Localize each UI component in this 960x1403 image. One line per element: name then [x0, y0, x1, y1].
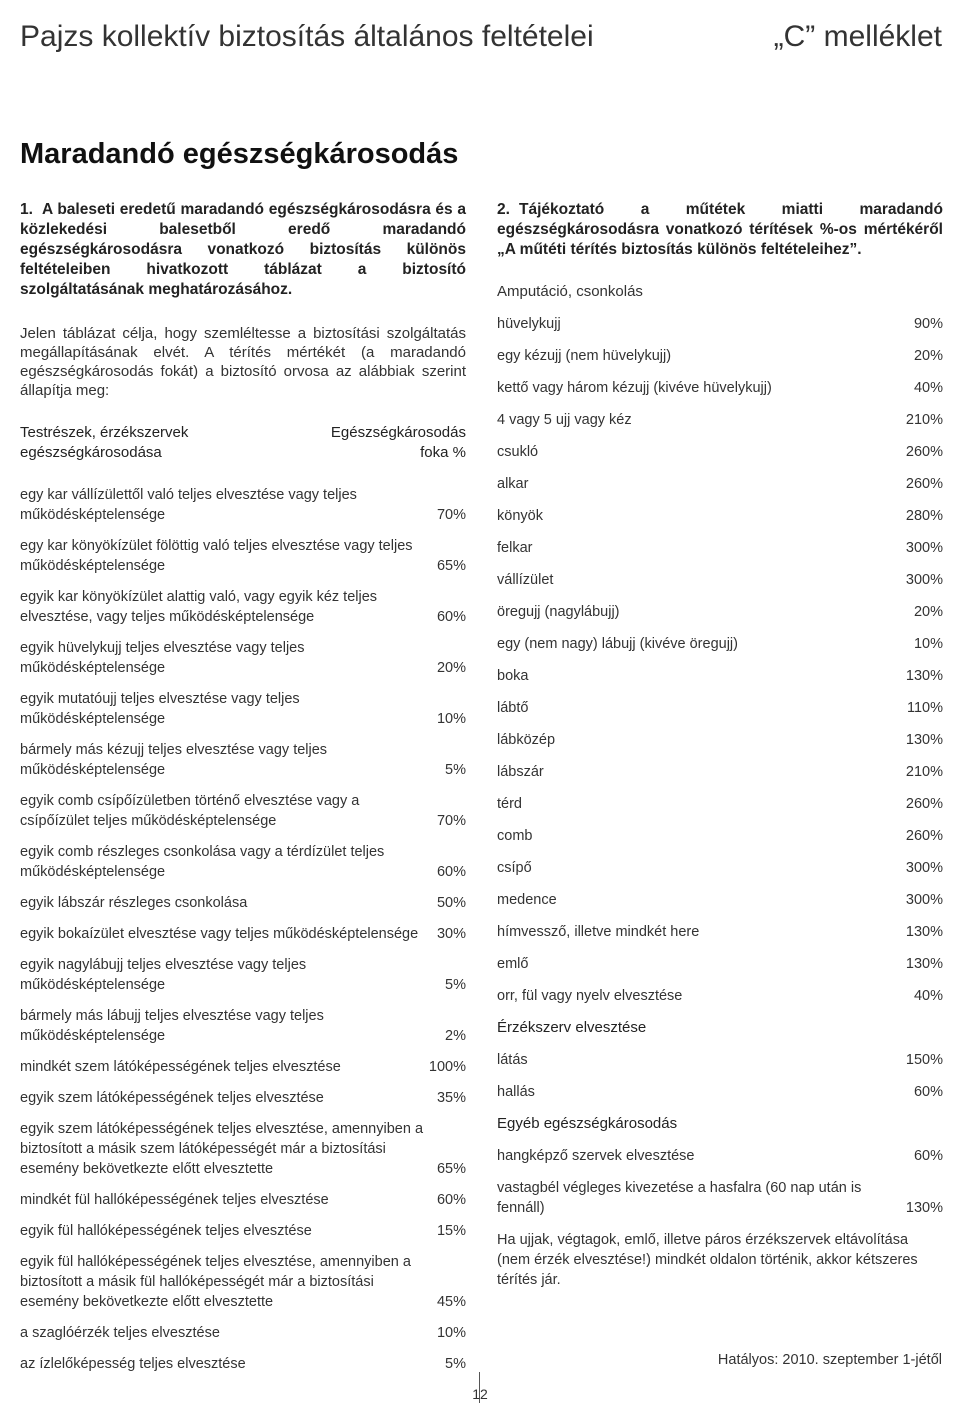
effective-date: Hatályos: 2010. szeptember 1-jétől — [717, 1352, 942, 1368]
section-2 — [497, 200, 943, 1290]
item-label: öregujj (nagylábujj) — [497, 604, 620, 620]
table-row — [20, 955, 466, 995]
list-item — [497, 1050, 943, 1082]
item-percentage: 260% — [905, 828, 943, 844]
row-description: egy kar könyökízület fölöttig való teljes elvesztése vagy teljes működésképtelensége — [20, 538, 413, 574]
list-item — [497, 1178, 943, 1218]
item-label: felkar — [497, 540, 533, 556]
table-row — [20, 1088, 466, 1108]
row-description: egyik lábszár részleges csonkolása — [20, 895, 248, 911]
table-row — [20, 740, 466, 780]
row-description: mindkét fül hallóképességének teljes elvesztése — [20, 1192, 329, 1208]
item-percentage: 260% — [905, 444, 943, 460]
row-description: egyik bokaízület elvesztése vagy teljes működésképtelensége — [20, 926, 419, 942]
item-percentage: 130% — [905, 956, 943, 972]
list-item — [497, 986, 943, 1018]
page-title: Maradandó egészségkárosodás — [20, 138, 459, 170]
row-percentage: 60% — [436, 609, 466, 625]
item-percentage: 210% — [905, 764, 943, 780]
list-item — [497, 570, 943, 602]
row-description: egyik comb részleges csonkolása vagy a térdízület teljes működésképtelensége — [20, 844, 385, 880]
row-percentage: 15% — [436, 1223, 466, 1239]
list-item — [497, 346, 943, 378]
row-percentage: 65% — [436, 1161, 466, 1177]
item-label: egy (nem nagy) lábujj (kivéve öregujj) — [497, 636, 738, 652]
list-item — [497, 762, 943, 794]
table-row — [20, 1190, 466, 1210]
section-2-heading: 2. Tájékoztató a műtétek miatti maradandó egészségkárosodásra vonatkozó térítések %-os mértékéről „A műtéti térítés biztosítás különös feltételeihez”. — [497, 201, 943, 258]
row-description: egyik hüvelykujj teljes elvesztése vagy teljes működésképtelensége — [20, 640, 305, 676]
list-item — [497, 442, 943, 474]
table-row — [20, 689, 466, 729]
item-label: lábszár — [497, 764, 544, 780]
table-row — [20, 1323, 466, 1343]
item-percentage: 40% — [913, 988, 943, 1004]
list-item — [497, 474, 943, 506]
item-percentage: 300% — [905, 892, 943, 908]
table-header — [20, 423, 466, 463]
item-label: vállízület — [497, 572, 554, 588]
item-label: könyök — [497, 508, 543, 524]
row-description: egy kar vállízülettől való teljes elvesztése vagy teljes működésképtelensége — [20, 487, 357, 523]
bilateral-note: Ha ujjak, végtagok, emlő, illetve páros érzékszervek eltávolítása (nem érzék elvesztése!) mindkét oldalon történik, akkor kétszeres térítés jár. — [497, 1232, 918, 1288]
row-percentage: 20% — [436, 660, 466, 676]
row-percentage: 10% — [436, 1325, 466, 1341]
list-item — [497, 506, 943, 538]
item-percentage: 300% — [905, 540, 943, 556]
list-item — [497, 602, 943, 634]
list-item — [497, 666, 943, 698]
item-percentage: 90% — [913, 316, 943, 332]
item-percentage: 260% — [905, 476, 943, 492]
item-label: csukló — [497, 444, 539, 460]
row-percentage: 45% — [436, 1294, 466, 1310]
row-description: egyik szem látóképességének teljes elvesztése, amennyiben a biztosított a másik szem látóképességét már a biztosítási esemény bekövetkezte előtt elvesztette — [20, 1121, 424, 1177]
item-percentage: 150% — [905, 1052, 943, 1068]
item-label: vastagbél végleges kivezetése a hasfalra (60 nap után is fennáll) — [497, 1180, 862, 1216]
item-label: hangképző szervek elvesztése — [497, 1148, 695, 1164]
table-row — [20, 1354, 466, 1374]
item-label: medence — [497, 892, 557, 908]
row-description: egyik kar könyökízület alattig való, vagy egyik kéz teljes elvesztése, vagy teljes működésképtelensége — [20, 589, 378, 625]
row-description: egyik nagylábujj teljes elvesztése vagy teljes működésképtelensége — [20, 957, 307, 993]
item-label: emlő — [497, 956, 529, 972]
list-item — [497, 794, 943, 826]
item-percentage: 20% — [913, 348, 943, 364]
section-1-number: 1. — [20, 201, 33, 218]
list-item — [497, 890, 943, 922]
row-percentage: 10% — [436, 711, 466, 727]
list-item — [497, 826, 943, 858]
item-percentage: 60% — [913, 1084, 943, 1100]
row-percentage: 5% — [445, 977, 466, 993]
other-list — [497, 1146, 943, 1218]
row-percentage: 30% — [436, 926, 466, 942]
item-percentage: 260% — [905, 796, 943, 812]
item-label: hallás — [497, 1084, 535, 1100]
row-percentage: 60% — [436, 1192, 466, 1208]
table-row — [20, 1221, 466, 1241]
column-header-degree: Egészségkárosodás foka % — [330, 424, 466, 461]
item-label: térd — [497, 796, 522, 812]
row-percentage: 100% — [428, 1059, 466, 1075]
row-description: egyik comb csípőízületben történő elvesztése vagy a csípőízület teljes működésképtelensége — [20, 793, 360, 829]
row-description: bármely más kézujj teljes elvesztése vagy teljes működésképtelensége — [20, 742, 328, 778]
item-label: alkar — [497, 476, 529, 492]
item-label: csípő — [497, 860, 532, 876]
table-row — [20, 791, 466, 831]
item-label: látás — [497, 1052, 528, 1068]
row-description: a szaglóérzék teljes elvesztése — [20, 1325, 220, 1341]
row-percentage: 2% — [445, 1028, 466, 1044]
page-number: 12 — [472, 1386, 488, 1402]
sense-list — [497, 1050, 943, 1114]
amputation-heading: Amputáció, csonkolás — [497, 283, 643, 300]
section-1-intro: Jelen táblázat célja, hogy szemléltesse a biztosítási szolgáltatás megállapításának elvét. A térítés mértékét (a maradandó egészségkárosodás fokát) a biztosító orvosa az alábbiak szerint állapítja meg: — [20, 325, 466, 399]
table-row — [20, 536, 466, 576]
item-percentage: 110% — [906, 700, 943, 716]
row-description: egyik mutatóujj teljes elvesztése vagy teljes működésképtelensége — [20, 691, 300, 727]
item-percentage: 60% — [913, 1148, 943, 1164]
row-percentage: 70% — [436, 507, 466, 523]
list-item — [497, 1082, 943, 1114]
column-header-body-parts: Testrészek, érzékszervek egészségkárosodása — [20, 424, 189, 461]
row-percentage: 60% — [436, 864, 466, 880]
row-description: egyik fül hallóképességének teljes elvesztése, amennyiben a biztosított a másik fül hallóképességét már a biztosítási esemény bekövetkezte előtt elvesztette — [20, 1254, 411, 1310]
section-1 — [20, 200, 466, 1385]
table-row — [20, 1057, 466, 1077]
item-percentage: 130% — [905, 1200, 943, 1216]
item-percentage: 10% — [913, 636, 943, 652]
item-percentage: 210% — [905, 412, 943, 428]
item-label: lábközép — [497, 732, 556, 748]
item-percentage: 130% — [905, 924, 943, 940]
table-row — [20, 924, 466, 944]
list-item — [497, 730, 943, 762]
table-row — [20, 893, 466, 913]
row-percentage: 35% — [436, 1090, 466, 1106]
list-item — [497, 410, 943, 442]
section-2-number: 2. — [497, 201, 510, 218]
header-title: Pajzs kollektív biztosítás általános feltételei — [20, 20, 594, 53]
item-label: lábtő — [497, 700, 529, 716]
row-description: egyik szem látóképességének teljes elvesztése — [20, 1090, 324, 1106]
list-item — [497, 538, 943, 570]
disability-table — [20, 485, 466, 1374]
item-label: boka — [497, 668, 529, 684]
table-row — [20, 587, 466, 627]
row-percentage: 5% — [445, 762, 466, 778]
item-label: 4 vagy 5 ujj vagy kéz — [497, 412, 632, 428]
item-percentage: 130% — [905, 732, 943, 748]
list-item — [497, 698, 943, 730]
table-row — [20, 485, 466, 525]
table-row — [20, 638, 466, 678]
section-1-heading: 1. A baleseti eredetű maradandó egészségkárosodásra és a közlekedési balesetből eredő maradandó egészségkárosodásra vonatkozó biztosítás különös feltételeiben hivatkozott táblázat a biztosító szolgáltatásának meghatározásához. — [20, 201, 466, 298]
item-percentage: 20% — [913, 604, 943, 620]
list-item — [497, 1146, 943, 1166]
table-row — [20, 1252, 466, 1312]
item-percentage: 280% — [905, 508, 943, 524]
item-label: kettő vagy három kézujj (kivéve hüvelykujj) — [497, 380, 772, 396]
row-description: bármely más lábujj teljes elvesztése vagy teljes működésképtelensége — [20, 1008, 324, 1044]
item-label: egy kézujj (nem hüvelykujj) — [497, 348, 672, 364]
item-label: comb — [497, 828, 533, 844]
item-percentage: 130% — [905, 668, 943, 684]
list-item — [497, 858, 943, 890]
page-header — [20, 20, 942, 60]
amputation-list — [497, 314, 943, 1018]
list-item — [497, 314, 943, 346]
list-item — [497, 378, 943, 410]
item-label: orr, fül vagy nyelv elvesztése — [497, 988, 683, 1004]
row-percentage: 50% — [436, 895, 466, 911]
list-item — [497, 922, 943, 954]
other-heading: Egyéb egészségkárosodás — [497, 1115, 678, 1132]
item-percentage: 40% — [913, 380, 943, 396]
row-description: mindkét szem látóképességének teljes elvesztése — [20, 1059, 341, 1075]
list-item — [497, 954, 943, 986]
table-row — [20, 1119, 466, 1179]
header-appendix: „C” melléklet — [773, 20, 942, 53]
item-label: hímvessző, illetve mindkét here — [497, 924, 700, 940]
table-row — [20, 1006, 466, 1046]
row-percentage: 65% — [436, 558, 466, 574]
table-row — [20, 842, 466, 882]
item-percentage: 300% — [905, 860, 943, 876]
row-percentage: 5% — [445, 1356, 466, 1372]
row-description: az ízlelőképesség teljes elvesztése — [20, 1356, 246, 1372]
list-item — [497, 634, 943, 666]
item-label: hüvelykujj — [497, 316, 561, 332]
sense-heading: Érzékszerv elvesztése — [497, 1019, 647, 1036]
item-percentage: 300% — [905, 572, 943, 588]
row-description: egyik fül hallóképességének teljes elvesztése — [20, 1223, 312, 1239]
row-percentage: 70% — [436, 813, 466, 829]
